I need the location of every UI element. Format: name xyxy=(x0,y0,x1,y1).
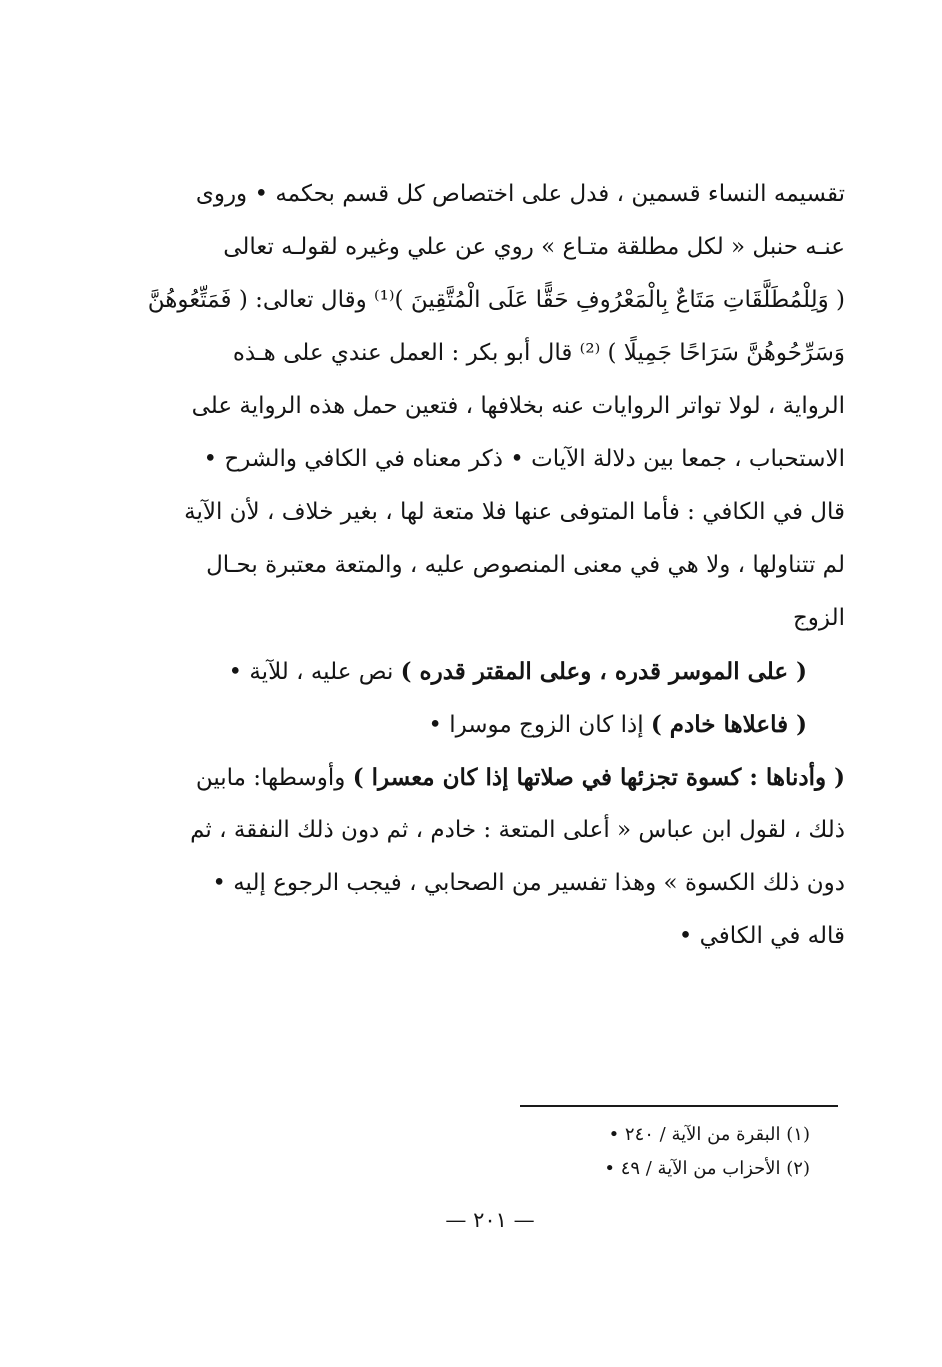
matn-lowest: ( وأدناها : كسوة تجزئها في صلاتها إذا كان معسرا ) xyxy=(352,764,845,791)
text-line-5: الرواية ، لولا تواتر الروايات عنه بخلافها ، فتعين حمل هذه الرواية على xyxy=(191,393,845,419)
text-line-6: الاستحباب ، جمعا بين دلالة الآيات • ذكر معناه في الكافي والشرح • xyxy=(203,446,845,472)
footnote-1: (١) البقرة من الآية / ٢٤٠ • xyxy=(608,1124,810,1145)
main-text xyxy=(147,168,845,963)
matn-highest: ( فاعلاها خادم ) xyxy=(650,711,807,738)
commentary-text: إذا كان الزوج موسرا • xyxy=(428,712,651,738)
commentary-text: نص عليه ، للآية • xyxy=(228,659,401,685)
text-line-2: عنـه حنبل « لكل مطلقة متـاع » روي عن علي وغيره لقولـه تعالى xyxy=(223,234,845,260)
page-number: — ٢٠١ — xyxy=(445,1208,535,1232)
text-line-4: وَسَرِّحُوهُنَّ سَرَاحًا جَمِيلًا ) ⁽²⁾ قال أبو بكر : العمل عندي على هـذه xyxy=(232,340,845,366)
text-line-15: قاله في الكافي • xyxy=(678,923,845,949)
text-line-7: قال في الكافي : فأما المتوفى عنها فلا متعة لها ، بغير خلاف ، لأن الآية xyxy=(184,499,845,525)
footnote-2: (٢) الأحزاب من الآية / ٤٩ • xyxy=(604,1158,810,1179)
text-line-3: ( وَلِلْمُطَلَّقَاتِ مَتَاعٌ بِالْمَعْرُوفِ حَقًّا عَلَى الْمُتَّقِينَ )⁽¹⁾ وقال تعالى: ( فَمَتِّعُوهُنَّ xyxy=(147,287,845,313)
text-line-8: لم تتناولها ، ولا هي في معنى المنصوص عليه ، والمتعة معتبرة بحـال xyxy=(206,552,845,578)
text-line-10 xyxy=(190,645,845,698)
matn-on-wealthy: ( على الموسر قدره ، وعلى المقتر قدره ) xyxy=(400,658,807,685)
text-line-9: الزوج xyxy=(792,605,845,631)
text-line-14: دون ذلك الكسوة » وهذا تفسير من الصحابي ، فيجب الرجوع إليه • xyxy=(212,870,845,896)
footnotes xyxy=(480,1118,810,1186)
commentary-text: وأوسطها: مابين xyxy=(195,765,353,791)
footnote-divider xyxy=(520,1105,838,1107)
text-line-11 xyxy=(190,698,845,751)
text-line-12 xyxy=(190,751,845,804)
text-line-13: ذلك ، لقول ابن عباس « أعلى المتعة : خادم ، ثم دون ذلك النفقة ، ثم xyxy=(190,817,845,843)
text-line-1: تقسيمه النساء قسمين ، فدل على اختصاص كل قسم بحكمه • وروى xyxy=(195,181,845,207)
